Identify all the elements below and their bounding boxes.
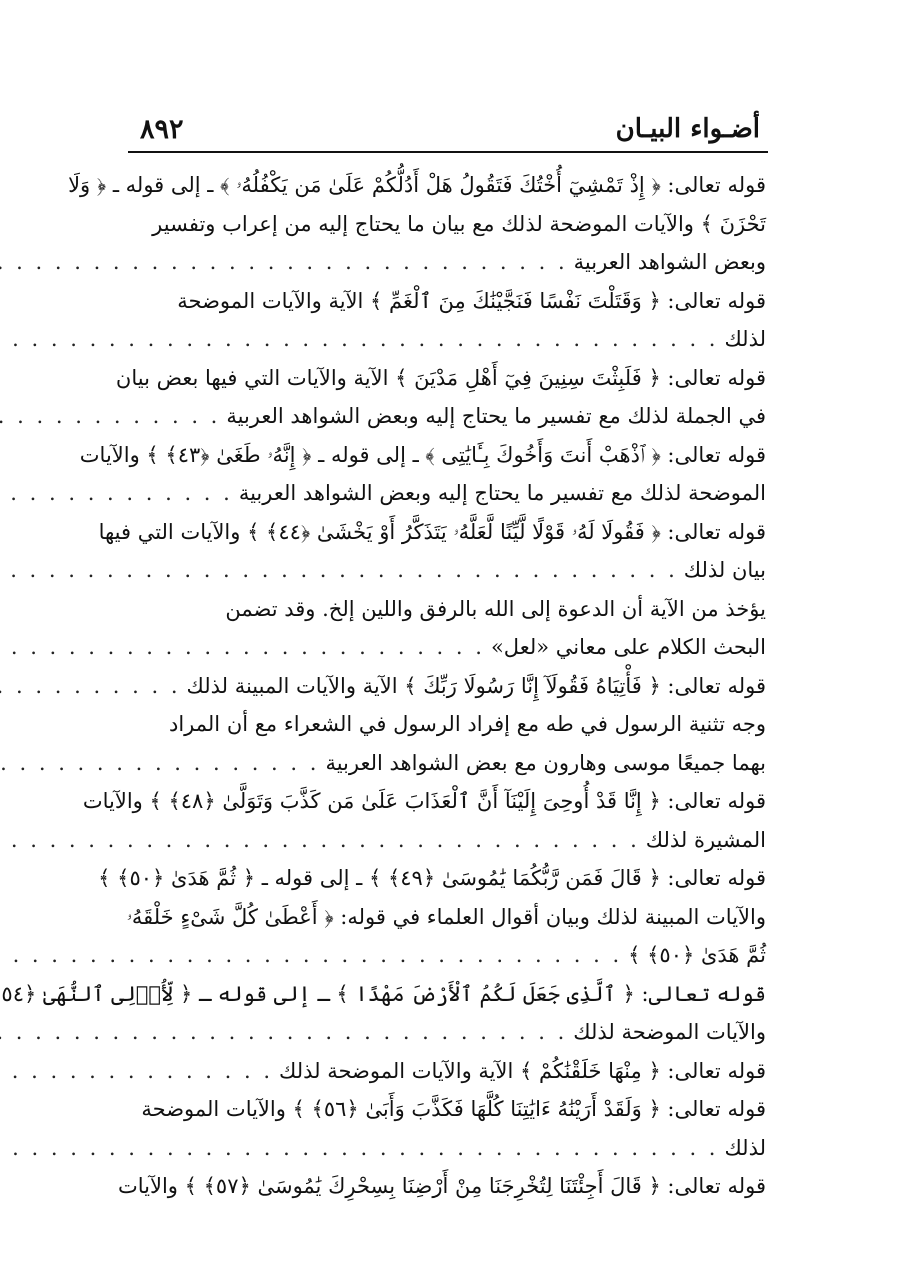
index-entry-line <box>130 1129 766 1168</box>
leader-dots <box>0 1013 573 1052</box>
entry-text: وبعض الشواهد العربية <box>573 250 766 274</box>
entry-text: قوله تعالى: ﴿ وَقَتَلْتَ نَفْسًا فَنَجَّيْنَٰكَ مِنَ ٱلْغَمِّ ﴾ الآية والآيات الموضحة <box>177 288 766 313</box>
entry-text: لذلك <box>724 1135 766 1160</box>
index-entry-line <box>130 205 766 244</box>
leader-dots <box>0 320 724 359</box>
entry-text: الموضحة لذلك مع تفسير ما يحتاج إليه وبعض الشواهد العربية <box>238 481 766 505</box>
entry-text: يؤخذ من الآية أن الدعوة إلى الله بالرفق واللين إلخ. وقد تضمن <box>225 596 766 621</box>
index-entry-line <box>68 166 766 205</box>
index-entry-line <box>126 898 766 937</box>
entry-text: قوله تعالى: ﴿ فَقُولَا لَهُۥ قَوْلًا لَّيِّنًا لَّعَلَّهُۥ يَتَذَكَّرُ أَوْ يَخْشَىٰ ﴿٤٤﴾ ﴾ والآيات التي فيها <box>98 519 766 544</box>
index-entry-line <box>82 782 766 821</box>
entry-text: بيان لذلك <box>683 558 766 582</box>
leader-dots <box>0 821 646 860</box>
index-entry-line <box>98 513 766 552</box>
index-entry-line <box>130 320 766 359</box>
leader-dots <box>0 551 684 590</box>
index-entry-line <box>1 975 766 1014</box>
leader-dots <box>0 474 239 513</box>
leader-dots <box>0 397 226 436</box>
index-entry-line <box>130 1090 766 1129</box>
entry-text: قوله تعالى: ﴿ إِنَّا قَدْ أُوحِىَ إِلَيْنَآ أَنَّ ٱلْعَذَابَ عَلَىٰ مَن كَذَّبَ وَتَوَلَّىٰ ﴿٤٨﴾ ﴾ والآيات <box>82 789 766 813</box>
index-entry-line <box>130 1013 766 1052</box>
page-number: ٨٩٢ <box>140 114 184 145</box>
index-entry-line <box>130 474 766 513</box>
entry-text: لذلك <box>724 327 766 351</box>
entry-text: قوله تعالى: ﴿ وَلَقَدْ أَرَيْنَٰهُ ءَايَٰتِنَا كُلَّهَا فَكَذَّبَ وَأَبَىٰ ﴿٥٦﴾ ﴾ والآيات الموضحة <box>141 1097 766 1121</box>
entry-text: تَحْزَنَ ﴾ والآيات الموضحة لذلك مع بيان ما يحتاج إليه من إعراب وتفسير <box>152 211 766 236</box>
entry-text: قوله تعالى: ﴿ ٱذْهَبْ أَنتَ وَأَخُوكَ بِـَٔايَٰتِى ﴾ ـ إلى قوله ـ ﴿ إِنَّهُۥ طَغَىٰ ﴿٤٣﴾ ﴾ والآيات <box>79 442 766 467</box>
entry-text: قوله تعالى: ﴿ ٱلَّذِى جَعَلَ لَكُمُ ٱلْأَرْضَ مَهْدًا ﴾ ـ إلى قوله ـ ﴿ لِّأُو۟لِى ٱلنُّهَىٰ ﴿٥٤ <box>1 981 766 1006</box>
entry-text: البحث الكلام على معاني «لعل» <box>490 635 766 659</box>
entry-text: بهما جميعًا موسى وهارون مع بعض الشواهد العربية <box>325 750 766 775</box>
leader-dots <box>0 667 187 706</box>
entry-text: قوله تعالى: ﴿ قَالَ أَجِئْتَنَا لِتُخْرِجَنَا مِنْ أَرْضِنَا بِسِحْرِكَ يَٰمُوسَىٰ ﴿٥٧﴾ ﴾ والآيات <box>117 1174 766 1198</box>
entry-text: قوله تعالى: ﴿ فَلَبِثْتَ سِنِينَ فِيٓ أَهْلِ مَدْيَنَ ﴾ الآية والآيات التي فيها بعض بيان <box>115 365 766 390</box>
leader-dots <box>0 243 574 282</box>
index-entry-line <box>130 397 766 436</box>
index-entry-line <box>130 821 766 860</box>
leader-dots <box>0 1052 279 1091</box>
leader-dots <box>0 1129 724 1168</box>
index-list <box>1 166 766 1206</box>
leader-dots <box>0 628 491 667</box>
index-entry-line <box>130 705 766 744</box>
entry-text: في الجملة لذلك مع تفسير ما يحتاج إليه وبعض الشواهد العربية <box>226 404 766 428</box>
entry-text: قوله تعالى: ﴿ مِنْهَا خَلَقْنَٰكُمْ ﴾ الآية والآيات الموضحة لذلك <box>279 1058 766 1083</box>
entry-text: قوله تعالى: ﴿ قَالَ فَمَن رَّبُّكُمَا يَٰمُوسَىٰ ﴿٤٩﴾ ﴾ ـ إلى قوله ـ ﴿ ثُمَّ هَدَىٰ ﴿٥٠﴾ ﴾ <box>98 866 766 890</box>
index-entry-line <box>130 1052 766 1091</box>
index-entry-line <box>117 1167 766 1206</box>
index-entry-line <box>130 551 766 590</box>
index-entry-line <box>115 359 766 398</box>
index-entry-line <box>130 744 766 783</box>
index-entry-line <box>130 282 766 321</box>
leader-dots <box>0 744 325 783</box>
header-rule <box>128 151 768 153</box>
index-entry-line <box>130 243 766 282</box>
entry-text: المشيرة لذلك <box>645 827 766 852</box>
leader-dots <box>0 936 628 975</box>
index-entry-line <box>79 436 766 475</box>
index-entry-line <box>130 590 766 629</box>
entry-text: والآيات الموضحة لذلك <box>573 1020 766 1044</box>
page-header <box>128 112 768 152</box>
entry-text: والآيات المبينة لذلك وبيان أقوال العلماء في قوله: ﴿ أَعْطَىٰ كُلَّ شَىْءٍ خَلْقَهُۥ <box>126 904 766 929</box>
entry-text: وجه تثنية الرسول في طه مع إفراد الرسول في الشعراء مع أن المراد <box>169 712 766 736</box>
index-entry-line <box>130 667 766 706</box>
index-entry-line <box>98 859 766 898</box>
index-entry-line <box>130 628 766 667</box>
index-entry-line <box>130 936 766 975</box>
book-title: أضـواء البيـان <box>615 114 760 144</box>
entry-text: قوله تعالى: ﴿ إِذْ تَمْشِيٓ أُخْتُكَ فَتَقُولُ هَلْ أَدُلُّكُمْ عَلَىٰ مَن يَكْفُلُهُۥ ﴾ ـ إلى قوله ـ ﴿ وَلَا <box>68 173 766 197</box>
entry-text: ثُمَّ هَدَىٰ ﴿٥٠﴾ ﴾ <box>628 943 766 967</box>
entry-text: قوله تعالى: ﴿ فَأْتِيَاهُ فَقُولَآ إِنَّا رَسُولَا رَبِّكَ ﴾ الآية والآيات المبينة لذلك <box>186 673 766 698</box>
